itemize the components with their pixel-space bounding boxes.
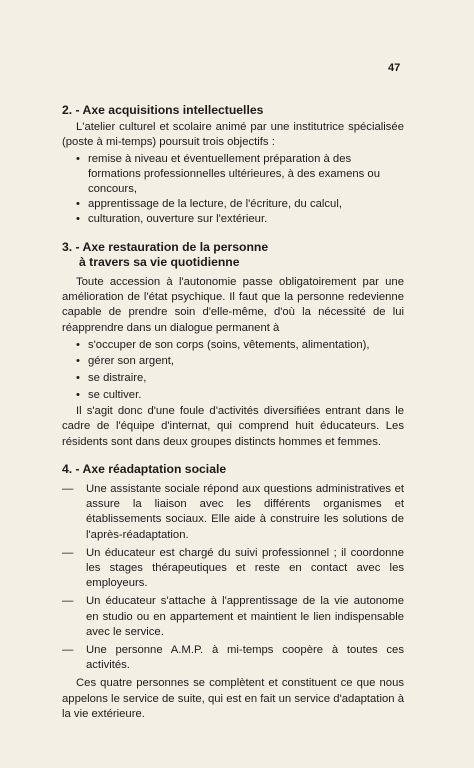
bullet-item: • se distraire, (62, 370, 404, 387)
section-personal-restoration (62, 240, 404, 450)
section-intro: Toute accession à l'autonomie passe obligatoirement par une amélioration de l'état psychique. Il faut que la personne redevienne capable de prendre soin d'elle-même, d'où la nécessité de lui réapprendre dans un dialogue permanent à (62, 276, 404, 334)
bullet-item: • s'occuper de son corps (soins, vêtements, alimentation), (62, 337, 404, 354)
section-paragraph: Il s'agit donc d'une foule d'activités diversifiées entrant dans le cadre de l'équipe d'internat, qui comprend huit éducateurs. Les résidents sont dans deux groupes distincts hommes et femmes. (62, 405, 404, 448)
bullet-item: • gérer son argent, (62, 353, 404, 370)
dash-list (62, 482, 404, 673)
page-content (62, 103, 404, 722)
bullet-item: • apprentissage de la lecture, de l'écriture, du calcul, (62, 197, 404, 212)
section-intellectual-acquisitions (62, 103, 404, 228)
bullet-item: • se cultiver. (62, 387, 404, 404)
bullet-item: • culturation, ouverture sur l'extérieur. (62, 212, 404, 227)
dash-item: — Un éducateur s'attache à l'apprentissage de la vie autonome en studio ou en appartement et maintient le lien indispensable avec le service. (62, 594, 404, 640)
section-social-readaptation (62, 462, 404, 722)
dash-item: — Une personne A.M.P. à mi-temps coopère à toutes ces activités. (62, 643, 404, 673)
section-intro: L'atelier culturel et scolaire animé par une institutrice spécialisée (poste à mi-temps) poursuit trois objectifs : (62, 121, 404, 149)
section-heading-line: à travers sa vie quotidienne (79, 254, 240, 269)
dash-item: — Une assistante sociale répond aux questions administratives et assure la liaison avec les différents organismes et établissements sociaux. Elle aide à construire les solutions de l'après-réadaptation. (62, 482, 404, 543)
section-heading-line: 3. - Axe restauration de la personne (62, 239, 269, 254)
bullet-list (62, 337, 404, 403)
bullet-item: • remise à niveau et éventuellement préparation à des formations professionnelles ultérieures, à des examens ou concours, (62, 152, 404, 198)
section-closing-paragraph: Ces quatre personnes se complètent et constituent ce que nous appelons le service de suite, qui est en fait un service d'adaptation à la vie extérieure. (62, 677, 404, 720)
section-heading: 4. - Axe réadaptation sociale (62, 461, 227, 476)
section-heading (62, 240, 404, 270)
section-heading: 2. - Axe acquisitions intellectuelles (62, 103, 264, 117)
bullet-list (62, 152, 404, 228)
dash-item: — Un éducateur est chargé du suivi professionnel ; il coordonne les stages thérapeutiques et reste en contact avec les employeurs. (62, 546, 404, 592)
page-number: 47 (388, 62, 401, 74)
